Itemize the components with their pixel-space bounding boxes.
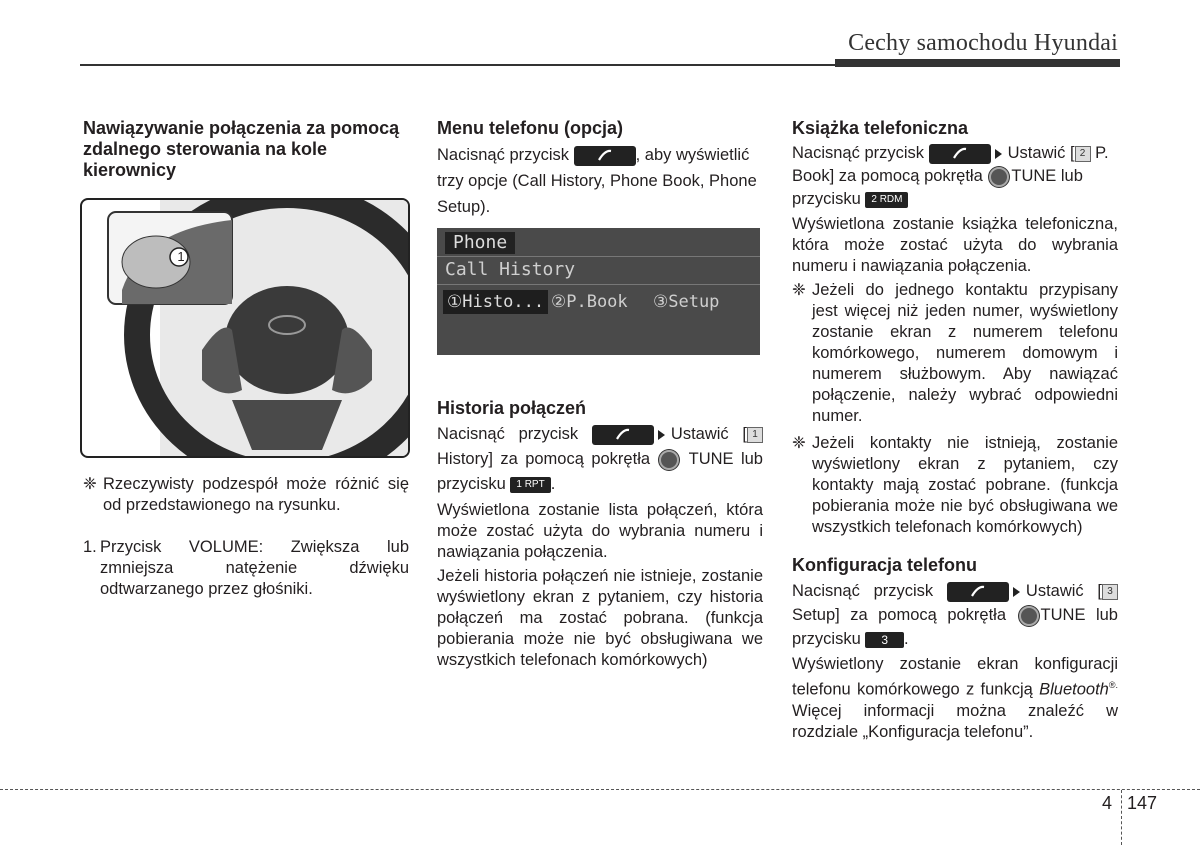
lcd-option-setup: ③Setup — [653, 292, 720, 312]
lcd-option-phonebook: ②P.Book — [551, 292, 628, 312]
figure-callout-1: 1 — [177, 249, 185, 264]
text-fragment: Ustawić [ — [670, 425, 747, 443]
text-fragment: TUNE — [1040, 606, 1086, 624]
tune-knob-icon — [659, 450, 679, 470]
section-heading-phone-menu: Menu telefonu (opcja) — [437, 118, 623, 138]
phone-icon — [598, 149, 612, 162]
text-fragment: lub przycisku — [792, 606, 1118, 648]
tune-knob-icon — [989, 167, 1009, 187]
illustration-note — [83, 474, 409, 516]
steering-wheel-figure — [80, 198, 410, 458]
phone-call-button — [947, 582, 1009, 602]
text-fragment: , aby wyświetlić trzy opcje (Call History, Phone Book, Phone Setup). — [437, 146, 757, 216]
paragraph-setup-steps: Nacisnąć przycisk Ustawić [ 3 Setup] za pomocą pokrętła TUNE lub przycisku 3 . — [792, 582, 1118, 648]
bluetooth-brand: Bluetooth — [1039, 680, 1109, 699]
arrow-icon — [995, 149, 1002, 159]
page-header-title: Cechy samochodu Hyundai — [848, 30, 1118, 56]
column-middle-history — [437, 398, 763, 674]
text-fragment: Nacisnąć przycisk — [437, 146, 570, 164]
phone-call-button — [929, 144, 991, 164]
paragraph-phonebook-list: Wyświetlona zostanie książka telefoniczna, która może zostać użyta do wybrania numeru i nawiązania połączenia. — [792, 215, 1118, 275]
phone-icon — [953, 147, 967, 160]
text-fragment: TUNE lub przycisku — [792, 167, 1083, 208]
list-item-number: 1. — [83, 538, 97, 556]
page-number: 147 — [1127, 793, 1158, 813]
text-fragment: History] za pomocą pokrętła — [437, 450, 651, 468]
note-text: Jeżeli kontakty nie istnieją, zostanie wyświetlony ekran z pytaniem, czy kontakty mają zostać pobrane. (funkcja pobierania może nie być obsługiwana we wszystkich telefonach komórkowych) — [812, 434, 1118, 536]
list-item-text: Przycisk VOLUME: Zwiększa lub zmniejsza natężenie dźwięku odtwarzanego przez głośniki. — [100, 538, 409, 598]
lcd-divider-2 — [437, 284, 760, 285]
option-2-icon: 2 — [1075, 146, 1091, 162]
note-symbol: ❈ — [83, 475, 97, 493]
arrow-icon — [658, 430, 665, 440]
button-1-rpt: 1 RPT — [510, 477, 550, 493]
tune-knob-icon — [1019, 606, 1039, 626]
text-fragment: Nacisnąć przycisk — [792, 582, 934, 600]
button-2-rdm: 2 RDM — [865, 192, 908, 208]
button-3: 3 — [865, 632, 904, 648]
section-heading-steering-control: Nawiązywanie połączenia za pomocą zdalnego sterowania na kole kierownicy — [83, 118, 400, 180]
steering-wheel-illustration — [82, 200, 408, 456]
note-no-contacts — [792, 433, 1118, 538]
paragraph-setup-result — [792, 654, 1118, 743]
text-fragment: Ustawić [ — [1007, 144, 1075, 162]
footer-divider — [1121, 790, 1122, 845]
section-number: 4 — [1102, 793, 1113, 813]
paragraph-no-history: Jeżeli historia połączeń nie istnieje, zostanie wyświetlony ekran z pytaniem, czy historia połączeń ma zostać pobrana. (funkcja pobierania może nie być obsługiwana we wszystkich telefonach komórkowych) — [437, 567, 763, 669]
column-left-notes — [83, 474, 409, 603]
section-heading-call-history: Historia połączeń — [437, 398, 587, 418]
section-heading-phonebook: Książka telefoniczna — [792, 118, 969, 138]
column-left — [83, 118, 409, 184]
lcd-option-history: ①Histo... — [443, 290, 548, 314]
text-fragment: Ustawić — [1025, 582, 1084, 600]
note-symbol: ❈ — [792, 434, 806, 452]
text-fragment: Nacisnąć przycisk — [437, 425, 579, 443]
paragraph-call-history-steps: Nacisnąć przycisk Ustawić [ 1 History] za pomocą pokrętła TUNE lub przycisku 1 RPT . — [437, 425, 763, 493]
text-fragment: [ — [1097, 582, 1102, 600]
column-right — [792, 118, 1118, 746]
text-fragment: P. Book] za pomocą pokrętła — [792, 144, 1109, 185]
lcd-title: Phone — [453, 232, 508, 253]
text-fragment: Więcej informacji można znaleźć w rozdziale „Konfiguracja telefonu”. — [792, 701, 1118, 741]
option-3-icon: 3 — [1102, 584, 1118, 600]
lcd-row-call-history: Call History — [445, 259, 576, 280]
text-fragment: Nacisnąć przycisk — [792, 144, 925, 162]
lcd-divider — [437, 256, 760, 257]
paragraph-phone-menu — [437, 142, 763, 220]
option-1-icon: 1 — [747, 427, 763, 443]
phone-icon — [616, 428, 630, 441]
registered-mark: ®. — [1108, 680, 1118, 690]
note-text: Jeżeli do jednego kontaktu przypisany jest więcej niż jeden numer, wyświetlony zostanie ekran z numerem telefonu komórkowego, numerem domowym i numerem służbowym. Aby nawiązać połączenie, należy wybrać odpowiedni numer. — [812, 281, 1118, 425]
section-heading-phone-setup: Konfiguracja telefonu — [792, 555, 978, 575]
list-item-volume — [83, 537, 409, 600]
arrow-icon — [1013, 587, 1020, 597]
note-multiple-numbers — [792, 280, 1118, 427]
lcd-title-bar — [445, 232, 515, 254]
illustration-note-text: Rzeczywisty podzespół może różnić się od przedstawionego na rysunku. — [103, 475, 409, 514]
text-fragment: Setup] za pomocą pokrętła — [792, 606, 1007, 624]
text-fragment: Wyświetlony zostanie ekran konfiguracji telefonu komórkowego z funkcją — [792, 655, 1118, 699]
note-symbol: ❈ — [792, 281, 806, 299]
column-middle — [437, 118, 763, 223]
text-fragment: TUNE lub przycisku — [437, 450, 763, 493]
phone-call-button — [592, 425, 654, 445]
footer-dashed-rule — [0, 789, 1200, 790]
phone-lcd-screen — [437, 228, 760, 355]
paragraph-call-list: Wyświetlona zostanie lista połączeń, która może zostać użyta do wybrania numeru i nawiązania połączenia. — [437, 501, 763, 561]
phone-call-button — [574, 146, 636, 166]
phone-icon — [971, 585, 985, 598]
paragraph-phonebook-steps — [792, 142, 1118, 211]
header-rule-accent — [835, 59, 1120, 67]
